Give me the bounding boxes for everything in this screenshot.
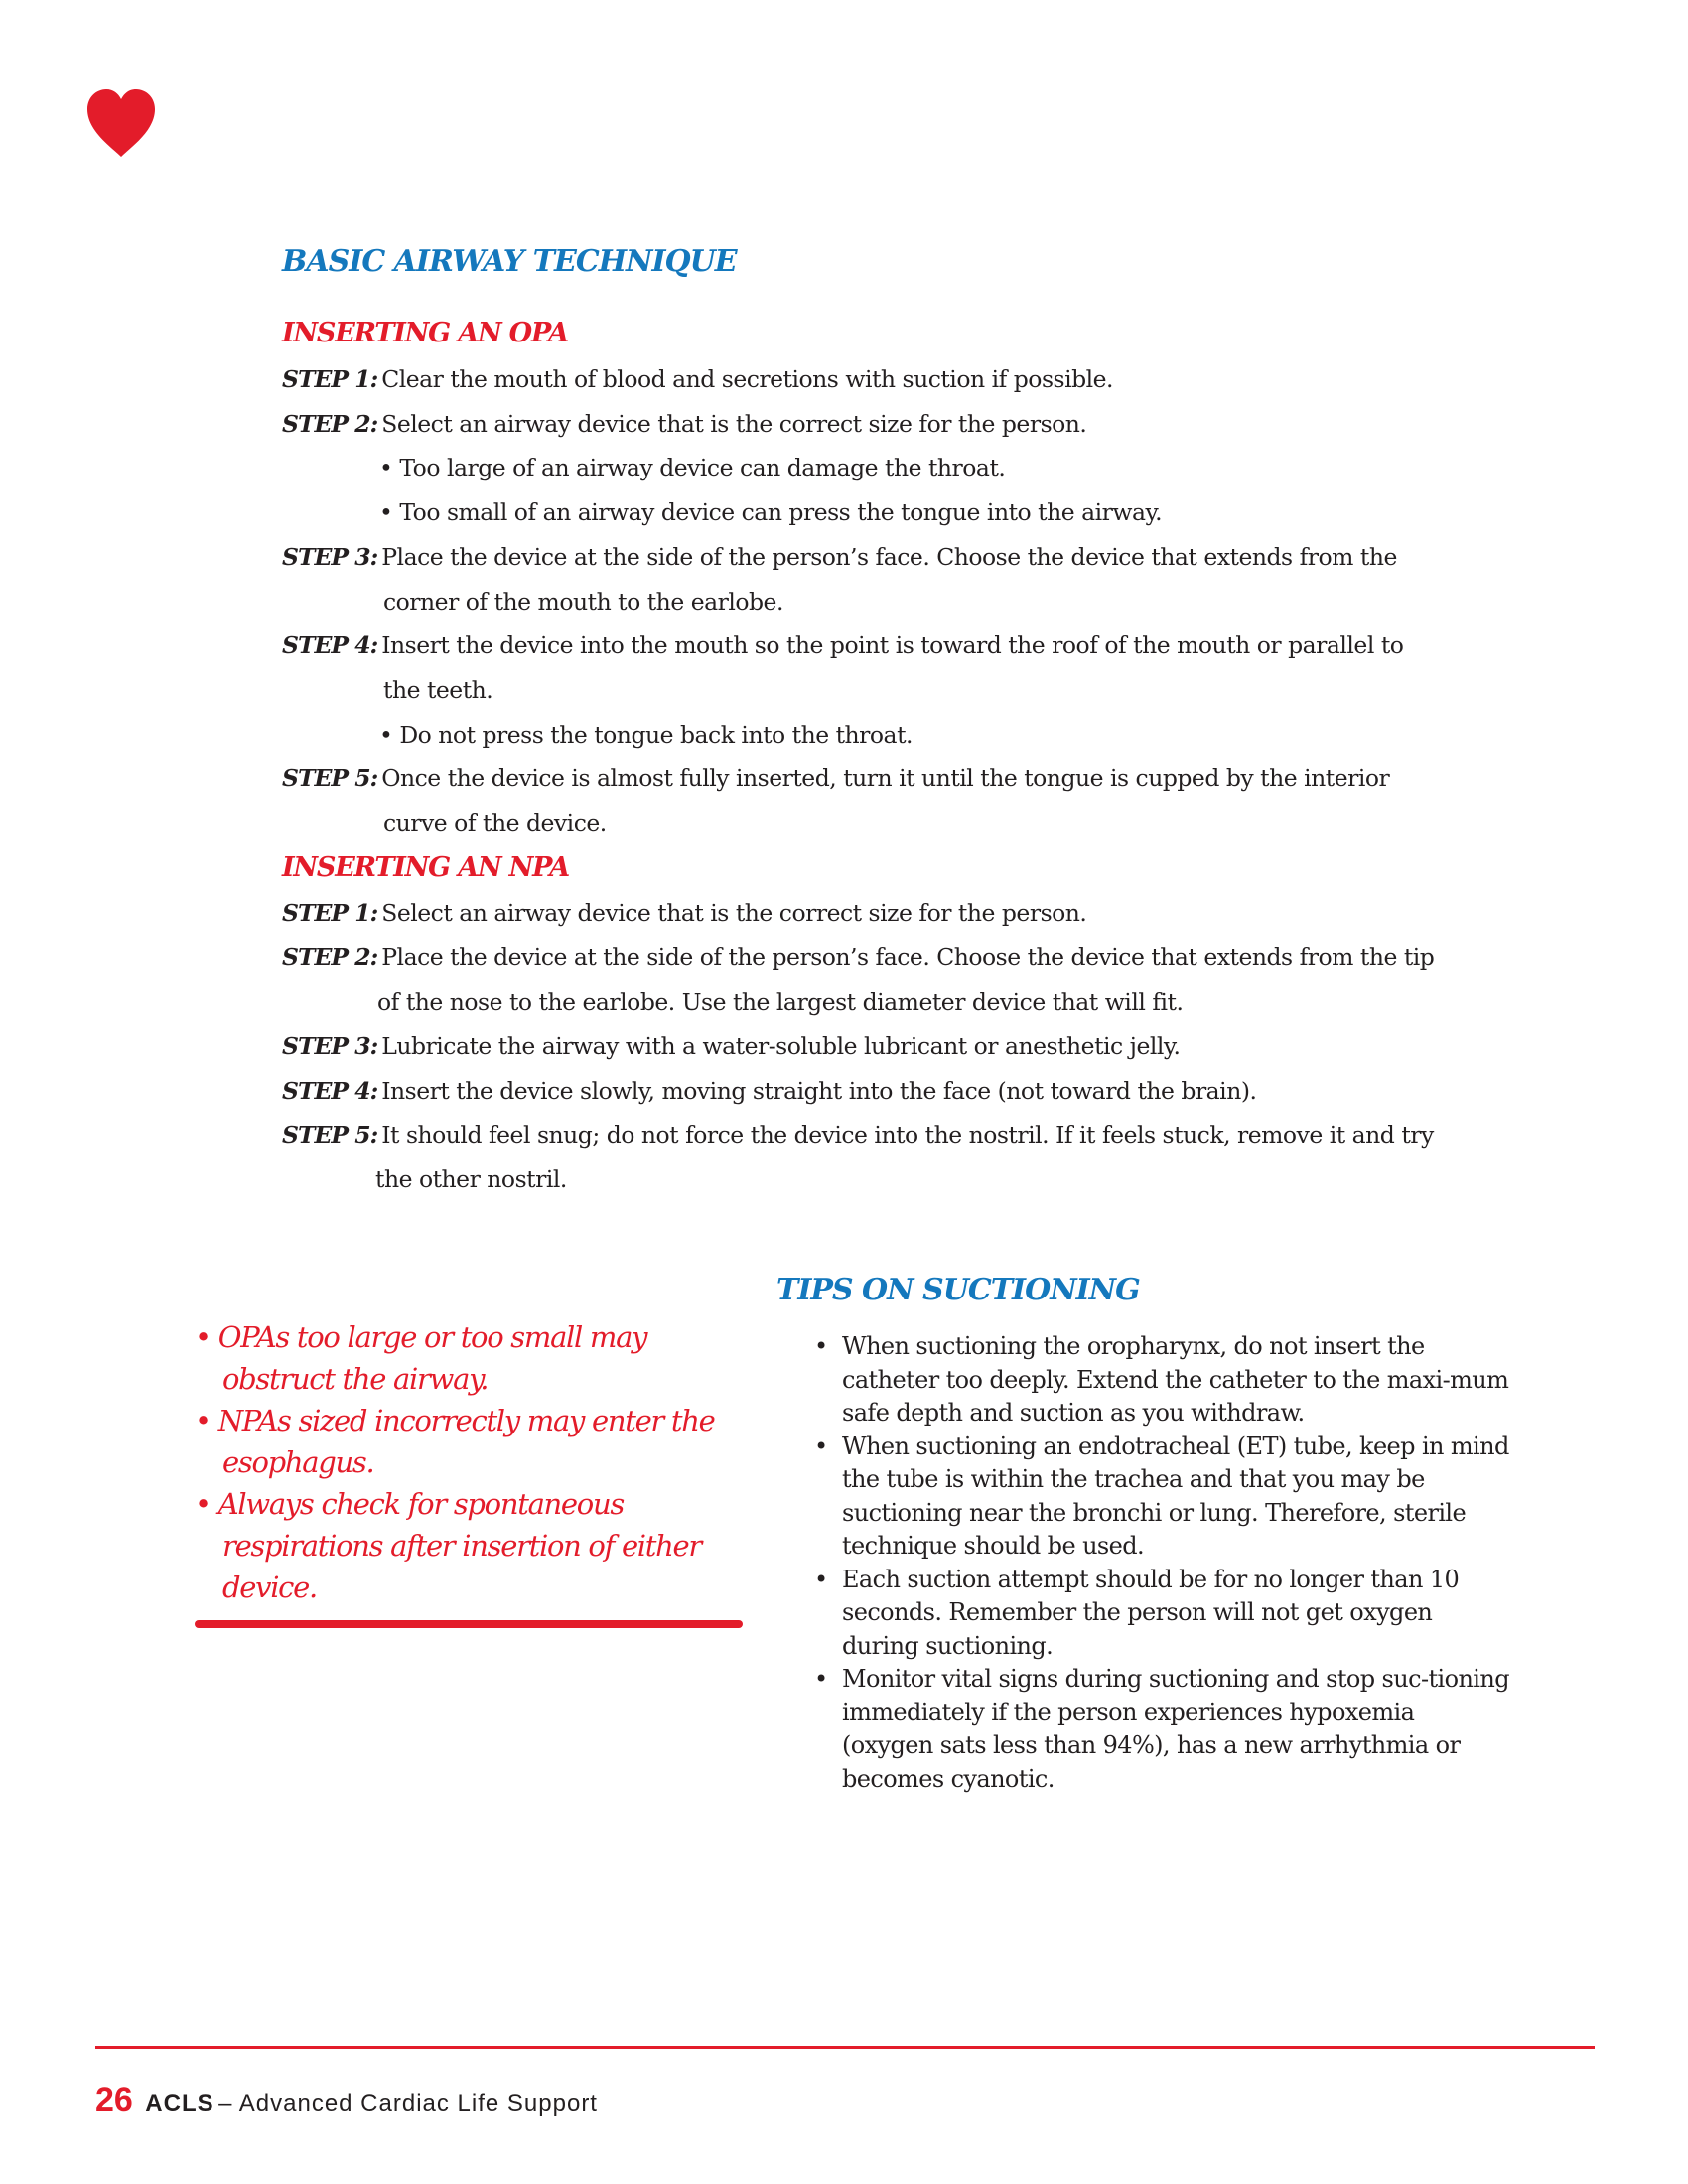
- step-label: STEP 3:: [282, 542, 378, 571]
- step-text: Select an airway device that is the correct size for the person.: [381, 898, 1087, 927]
- step-label: STEP 5:: [282, 764, 378, 793]
- tip-item: [776, 1330, 1511, 1431]
- opa-step-5-cont: curve of the device.: [383, 809, 607, 838]
- npa-step-3: [282, 1024, 1493, 1069]
- opa-step-2-bullet-2: • Too small of an airway device can press the tongue into the airway.: [379, 498, 1163, 527]
- opa-heading: INSERTING AN OPA: [282, 318, 568, 348]
- step-text: Place the device at the side of the person’s face. Choose the device that extends from the: [381, 542, 1397, 571]
- step-label: STEP 1:: [282, 365, 378, 393]
- main-content: [282, 242, 1493, 1202]
- step-label: STEP 4:: [282, 1076, 378, 1105]
- tip-item: [776, 1663, 1511, 1796]
- npa-step-5: [282, 1113, 1493, 1158]
- tip-text: Each suction attempt should be for no longer than 10 seconds. Remember the person will not get oxygen during suctioning.: [842, 1565, 1460, 1660]
- warning-callout: [195, 1316, 751, 1608]
- tip-text: Monitor vital signs during suctioning and stop suc-tioning immediately if the person experiences hypoxemia (oxygen sats less than 94%), has a new arrhythmia or becomes cyanotic.: [842, 1665, 1509, 1793]
- tips-title: TIPS ON SUCTIONING: [776, 1273, 1140, 1307]
- bullet: •: [814, 1665, 828, 1693]
- opa-step-4: [282, 623, 1493, 668]
- opa-step-2-bullet-1: • Too large of an airway device can damage the throat.: [379, 454, 1006, 482]
- step-text: It should feel snug; do not force the device into the nostril. If it feels stuck, remove it and try: [381, 1121, 1434, 1150]
- heart-icon: [83, 87, 159, 159]
- npa-step-4: [282, 1069, 1493, 1114]
- npa-step-5-cont: the other nostril.: [375, 1164, 567, 1193]
- footer-brand: ACLS: [145, 2090, 214, 2116]
- bullet: •: [814, 1565, 828, 1593]
- tip-text: When suctioning the oropharynx, do not insert the catheter too deeply. Extend the catheter to the maxi-mum safe depth and suction as you withdraw.: [842, 1332, 1509, 1427]
- opa-step-2: [282, 402, 1493, 447]
- callout-item: • Always check for spontaneous respirations after insertion of either device.: [195, 1487, 701, 1604]
- npa-step-1: [282, 891, 1493, 936]
- tips-section: [776, 1271, 1511, 1796]
- npa-step-2: [282, 935, 1493, 980]
- tip-text: When suctioning an endotracheal (ET) tube, keep in mind the tube is within the trachea and that you may be suctioning near the bronchi or lung. Therefore, sterile technique should be used.: [842, 1432, 1509, 1560]
- callout-item: • NPAs sized incorrectly may enter the esophagus.: [195, 1404, 715, 1479]
- tip-item: [776, 1431, 1511, 1564]
- callout-underline: [195, 1620, 743, 1628]
- opa-step-3-cont: corner of the mouth to the earlobe.: [383, 587, 783, 615]
- step-text: Place the device at the side of the person’s face. Choose the device that extends from the tip: [381, 943, 1435, 972]
- step-label: STEP 2:: [282, 409, 378, 438]
- step-text: Insert the device into the mouth so the point is toward the roof of the mouth or parallel to: [381, 631, 1404, 660]
- npa-step-2-cont: of the nose to the earlobe. Use the largest diameter device that will fit.: [377, 988, 1184, 1017]
- page-number: 26: [95, 2081, 133, 2118]
- page-title: BASIC AIRWAY TECHNIQUE: [282, 244, 737, 279]
- opa-step-5: [282, 756, 1493, 801]
- step-label: STEP 3:: [282, 1031, 378, 1060]
- npa-heading: INSERTING AN NPA: [282, 851, 570, 883]
- step-text: Clear the mouth of blood and secretions with suction if possible.: [381, 365, 1114, 393]
- callout-item: • OPAs too large or too small may obstruct the airway.: [195, 1320, 647, 1396]
- opa-step-3: [282, 535, 1493, 580]
- step-label: STEP 1:: [282, 898, 378, 927]
- bullet: •: [814, 1332, 828, 1360]
- page-footer: [95, 2081, 598, 2119]
- step-text: Insert the device slowly, moving straight into the face (not toward the brain).: [381, 1076, 1257, 1105]
- footer-divider: [95, 2046, 1595, 2049]
- step-text: Lubricate the airway with a water-soluble lubricant or anesthetic jelly.: [381, 1031, 1181, 1060]
- opa-step-1: [282, 357, 1493, 402]
- step-text: Once the device is almost fully inserted, turn it until the tongue is cupped by the interior: [381, 764, 1390, 793]
- opa-step-4-bullet-1: • Do not press the tongue back into the throat.: [379, 720, 913, 749]
- footer-subtitle: – Advanced Cardiac Life Support: [218, 2090, 598, 2116]
- bullet: •: [814, 1432, 828, 1460]
- opa-step-4-cont: the teeth.: [383, 675, 493, 704]
- tip-item: [776, 1564, 1511, 1664]
- step-text: Select an airway device that is the correct size for the person.: [381, 409, 1087, 438]
- step-label: STEP 4:: [282, 631, 378, 660]
- step-label: STEP 5:: [282, 1121, 378, 1150]
- step-label: STEP 2:: [282, 943, 378, 972]
